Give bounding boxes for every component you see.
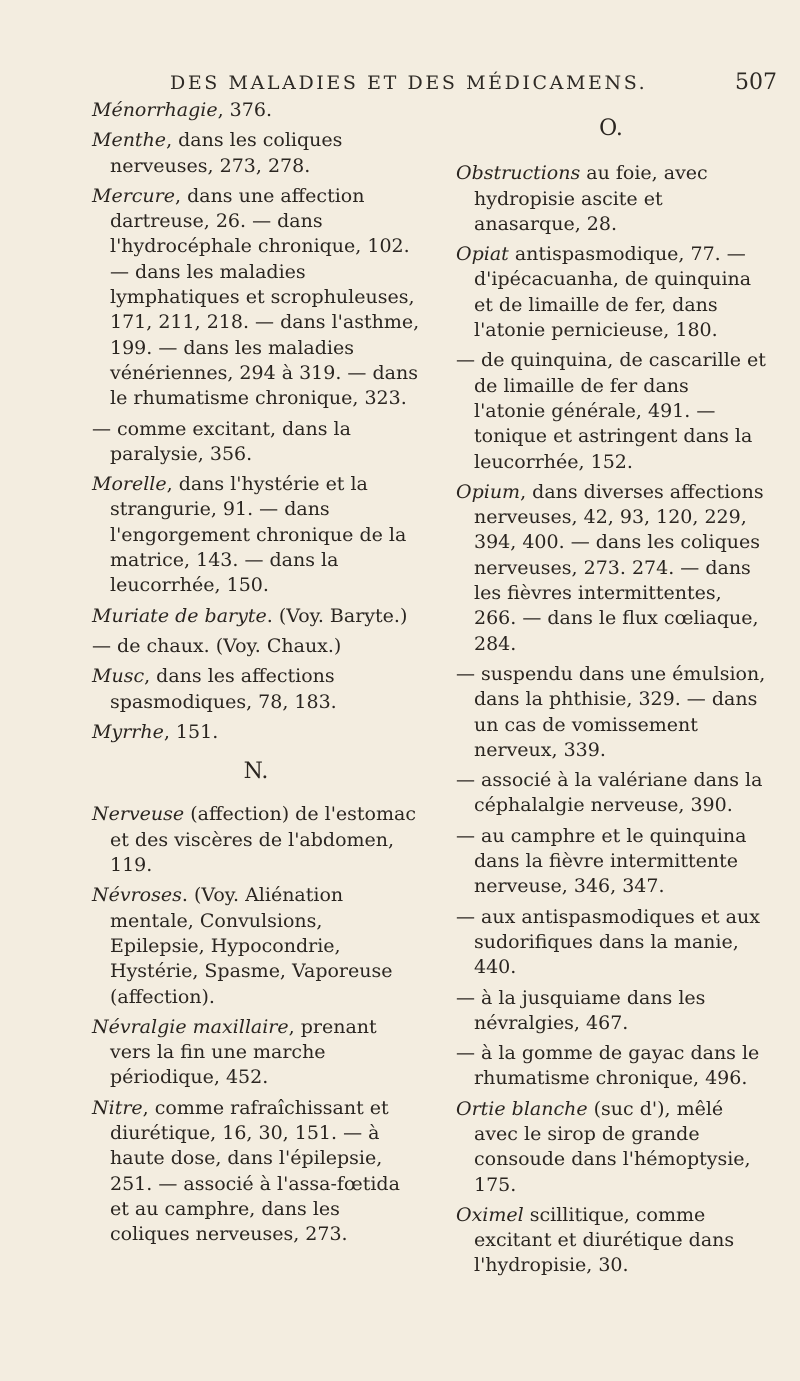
entry-text: , 376. xyxy=(217,99,272,121)
entry-text: , dans diverses affections nerveuses, 42, 93, 120, 229, 394, 400. — dans les coliques nerveuses, 273. 274. — dans les fièvres intermittentes, 266. — dans le flux cœliaque, 284. xyxy=(474,480,764,655)
entry-headword: Opiat xyxy=(456,243,509,266)
running-header xyxy=(0,72,800,96)
entry-text: — aux antispasmodiques et aux sudorifiques dans la manie, 440. xyxy=(456,905,760,979)
running-title: DES MALADIES ET DES MÉDICAMENS. xyxy=(170,72,648,94)
index-entry xyxy=(456,348,766,474)
entry-text: antispasmodique, 77. — d'ipécacuanha, de quinquina et de limaille de fer, dans l'atonie pernicieuse, 180. xyxy=(474,243,752,342)
entry-text: scillitique, comme excitant et diurétique dans l'hydropisie, 30. xyxy=(474,1203,735,1277)
index-entry xyxy=(456,768,766,819)
index-entry xyxy=(92,472,420,598)
right-column xyxy=(456,98,766,1284)
entry-headword: Nerveuse xyxy=(92,803,185,826)
index-entry xyxy=(92,604,420,629)
entry-headword: Névralgie maxillaire xyxy=(92,1015,289,1038)
entry-text: — à la jusquiame dans les névralgies, 467. xyxy=(456,986,706,1034)
index-entry xyxy=(92,417,420,468)
index-entry xyxy=(92,720,420,745)
index-entry xyxy=(92,883,420,1009)
entry-text: . (Voy. Baryte.) xyxy=(266,604,408,627)
entry-text: . (Voy. Aliénation mentale, Convulsions, Epilepsie, Hypocondrie, Hystérie, Spasme, Vaporeuse (affection). xyxy=(110,884,393,1008)
entry-text: , comme rafraîchissant et diurétique, 16, 30, 151. — à haute dose, dans l'épilepsie, 251. — associé à l'assa-fœtida et au camphre, dans les coliques nerveuses, 273. xyxy=(110,1096,400,1246)
entry-text: , dans une affection dartreuse, 26. — dans l'hydrocéphale chronique, 102. — dans les maladies lymphatiques et scrophuleuses, 171, 211, 218. — dans l'asthme, 199. — dans les maladies vénériennes, 294 à 319. — dans le rhumatisme chronique, 323. xyxy=(110,184,420,410)
entry-headword: Ortie blanche xyxy=(456,1097,588,1120)
entry-text: , 151. xyxy=(163,720,219,743)
entry-text: (suc d'), mêlé avec le sirop de grande consoude dans l'hémoptysie, 175. xyxy=(474,1097,751,1196)
entry-headword: Opium xyxy=(456,480,521,503)
entry-text: — au camphre et le quinquina dans la fièvre intermittente nerveuse, 346, 347. xyxy=(456,824,747,898)
entry-text: au foie, avec hydropisie ascite et anasarque, 28. xyxy=(474,162,708,235)
index-entry xyxy=(456,1041,766,1092)
index-entry xyxy=(456,986,766,1037)
entry-text: — comme excitant, dans la paralysie, 356. xyxy=(92,417,351,465)
index-entry xyxy=(456,662,766,763)
entry-headword: Névroses xyxy=(92,884,182,907)
entry-text: — associé à la valériane dans la céphalalgie nerveuse, 390. xyxy=(456,769,763,817)
entry-headword: Menthe xyxy=(92,129,167,152)
entry-headword: Morelle xyxy=(92,473,167,496)
index-entry xyxy=(92,98,420,123)
index-entry xyxy=(456,1203,766,1279)
page-number: 507 xyxy=(735,70,777,95)
index-entry xyxy=(456,905,766,981)
entry-headword: Ménorrhagie xyxy=(92,99,218,121)
section-letter: N. xyxy=(243,759,269,785)
index-entry xyxy=(92,802,420,878)
entry-text: , dans les affections spasmodiques, 78, 183. xyxy=(110,665,337,713)
section-letter: O. xyxy=(599,116,623,141)
entry-text: — de quinquina, de cascarille et de limaille de fer dans l'atonie générale, 491. — tonique et astringent dans la leucorrhée, 152. xyxy=(456,349,766,473)
index-entry xyxy=(456,242,766,343)
entry-headword: Obstructions xyxy=(456,162,581,185)
entry-headword: Nitre xyxy=(92,1096,143,1119)
index-entry xyxy=(92,128,420,179)
index-entry xyxy=(92,184,420,412)
entry-text: , prenant vers la fin une marche périodique, 452. xyxy=(110,1015,377,1089)
entry-headword: Myrrhe xyxy=(92,720,164,743)
index-entry xyxy=(92,634,420,659)
entry-headword: Musc xyxy=(92,665,145,688)
entry-text: — suspendu dans une émulsion, dans la phthisie, 329. — dans un cas de vomissement nerveux, 339. xyxy=(456,662,766,761)
entry-text: (affection) de l'estomac et des viscères de l'abdomen, 119. xyxy=(110,803,416,877)
entry-text: — de chaux. (Voy. Chaux.) xyxy=(92,634,342,657)
entry-text: , dans les coliques nerveuses, 273, 278. xyxy=(110,129,343,177)
entry-text: , dans l'hystérie et la strangurie, 91. — dans l'engorgement chronique de la matrice, 143. — dans la leucorrhée, 150. xyxy=(110,473,407,597)
index-entry xyxy=(456,1097,766,1198)
entry-headword: Oximel xyxy=(456,1203,524,1226)
index-entry xyxy=(92,1096,420,1248)
index-entry xyxy=(456,480,766,657)
index-entry xyxy=(92,1015,420,1091)
entry-text: — à la gomme de gayac dans le rhumatisme chronique, 496. xyxy=(456,1042,760,1090)
entry-headword: Muriate de baryte xyxy=(92,604,267,627)
index-entry xyxy=(456,824,766,900)
index-entry xyxy=(456,161,766,237)
left-column xyxy=(92,98,420,1252)
index-entry xyxy=(92,664,420,715)
entry-headword: Mercure xyxy=(92,184,175,207)
